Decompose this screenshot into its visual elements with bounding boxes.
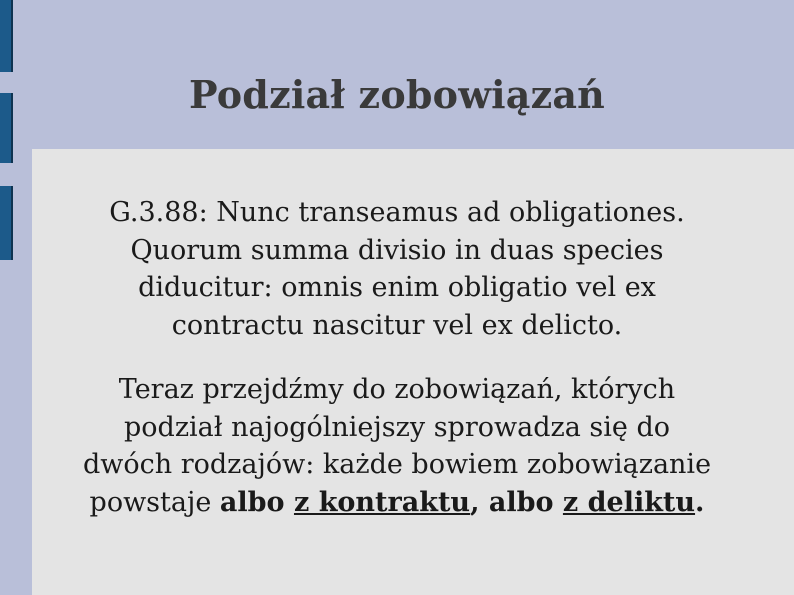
space [554, 487, 563, 518]
latin-quote [0, 194, 794, 344]
comma: , [470, 486, 489, 518]
slide-title: Podział zobowiązań [189, 72, 605, 117]
term-z-deliktu: z deliktu [562, 486, 696, 518]
period: . [695, 486, 705, 518]
polish-line: Teraz przejdźmy do zobowiązań, których [118, 374, 676, 405]
latin-line: G.3.88: Nunc transeamus ad obligationes. [109, 197, 685, 228]
latin-line: diducitur: omnis enim obligatio vel ex [138, 272, 656, 303]
latin-line: Quorum summa divisio in duas species [130, 234, 664, 266]
polish-line: podział najogólniejszy sprowadza się do [124, 411, 670, 443]
accent-bar-top [0, 0, 13, 72]
polish-last-line [0, 484, 794, 522]
space [285, 487, 294, 518]
text-albo-second: albo [488, 486, 554, 518]
polish-line: dwóch rodzajów: każde bowiem zobowiązanie [82, 449, 712, 480]
text-albo-first: albo [219, 486, 285, 518]
latin-line: contractu nascitur vel ex delicto. [171, 309, 623, 341]
term-z-kontraktu: z kontraktu [293, 486, 471, 518]
polish-translation [0, 371, 794, 521]
text-powstaje: powstaje [89, 486, 220, 518]
